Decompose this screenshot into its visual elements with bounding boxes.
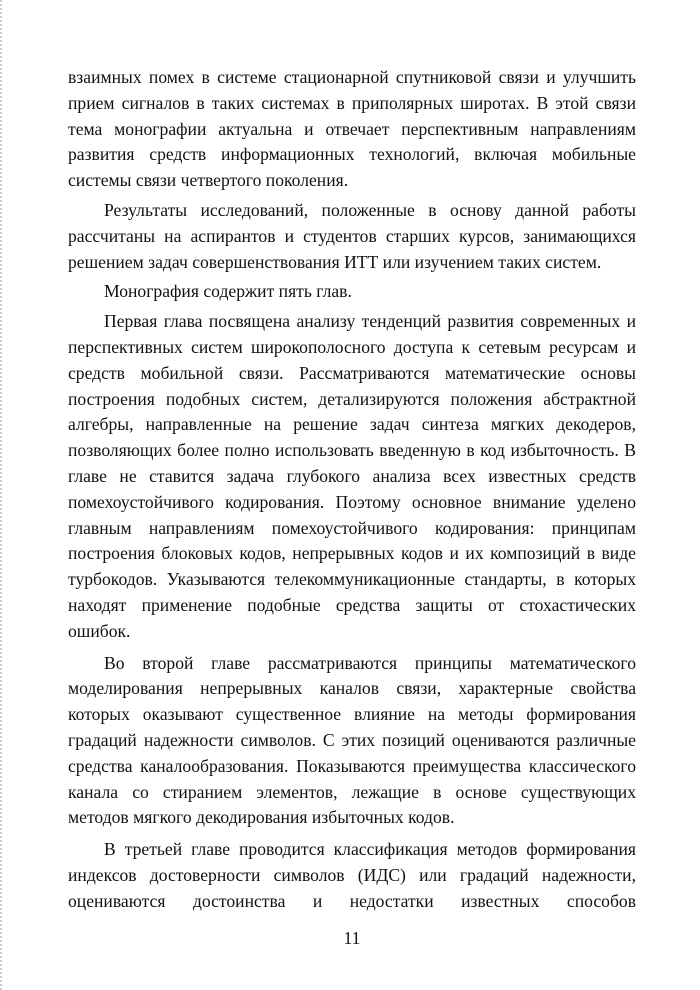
paragraph-3 — [68, 279, 636, 305]
text-line: канала со стиранием элементов, лежащие в основе существующих — [68, 781, 636, 802]
paragraph-2 — [68, 198, 636, 275]
text-line: средств мобильной связи. Рассматриваются математические основы — [68, 362, 636, 383]
text-line: построения подобных систем, детализируются положения абстрактной — [68, 388, 636, 409]
text-line: главе не ставится задача глубокого анализа всех известных средств — [68, 465, 636, 486]
text-line: развития средств информационных технологий, включая мобильные — [68, 144, 636, 165]
body-text — [68, 65, 636, 915]
text-line: алгебры, направленные на решение задач синтеза мягких декодеров, — [68, 414, 636, 435]
text-line: системы связи четвертого поколения. — [68, 170, 349, 191]
paragraph-4 — [68, 309, 636, 644]
text-line: помехоустойчивого кодирования. Поэтому основное внимание уделено — [68, 491, 636, 512]
text-line: рассчитаны на аспирантов и студентов старших курсов, занимающихся — [68, 225, 636, 246]
paragraph-1 — [68, 65, 636, 194]
text-line: которых оказывают существенное влияние на методы формирования — [68, 704, 636, 725]
text-line: находят применение подобные средства защиты от стохастических — [68, 594, 636, 615]
text-line: Результаты исследований, положенные в основу данной работы — [104, 199, 636, 220]
text-line: тема монографии актуальна и отвечает перспективным направлениям — [68, 118, 636, 139]
text-line: прием сигналов в таких системах в приполярных широтах. В этой связи — [68, 92, 636, 113]
text-line: Во второй главе рассматриваются принципы математического — [104, 652, 636, 673]
text-line: турбокодов. Указываются телекоммуникационные стандарты, в которых — [68, 569, 636, 590]
text-line: взаимных помех в системе стационарной спутниковой связи и улучшить — [68, 67, 636, 87]
text-line: построения блоковых кодов, непрерывных кодов и их композиций в виде — [68, 543, 636, 564]
text-line: В третьей главе проводится классификация методов формирования — [104, 839, 636, 860]
text-line: ошибок. — [68, 620, 131, 641]
text-line: решением задач совершенствования ИТТ или изучением таких систем. — [68, 251, 602, 272]
text-line: главным направлениям помехоустойчивого кодирования: принципам — [68, 517, 636, 538]
page-number: 11 — [343, 928, 361, 948]
text-line: моделирования непрерывных каналов связи, характерные свойства — [68, 678, 636, 699]
paragraph-6 — [68, 837, 636, 914]
text-line: перспективных систем широкополосного доступа к сетевым ресурсам и — [68, 336, 636, 357]
text-line: Монография содержит пять глав. — [104, 281, 352, 302]
text-line: индексов достоверности символов (ИДС) или градаций надежности, — [68, 864, 636, 885]
text-line: средства каналообразования. Показываются преимущества классического — [68, 755, 636, 776]
text-line: методов мягкого декодирования избыточных кодов. — [68, 807, 455, 828]
text-line: Первая глава посвящена анализу тенденций развития современных и — [104, 311, 636, 332]
text-line: оцениваются достоинства и недостатки известных способов — [68, 890, 636, 911]
paragraph-5 — [68, 651, 636, 832]
text-line: позволяющих более полно использовать введенную в код избыточность. В — [68, 440, 636, 461]
text-line: градаций надежности символов. С этих позиций оцениваются различные — [68, 729, 636, 750]
